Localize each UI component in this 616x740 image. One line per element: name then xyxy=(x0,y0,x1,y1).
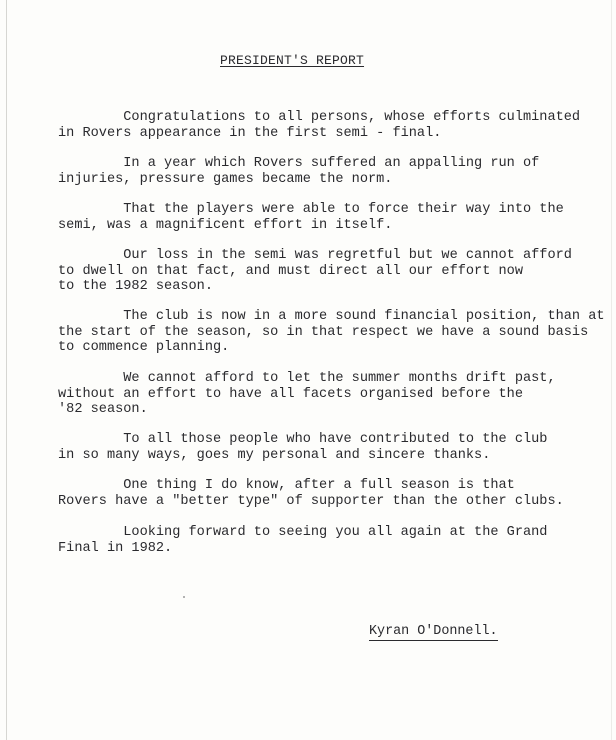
paragraph-injuries: In a year which Rovers suffered an appalling run of injuries, pressure games became the norm. xyxy=(58,156,540,187)
paragraph-thanks: To all those people who have contributed to the club in so many ways, goes my personal and sincere thanks. xyxy=(58,432,548,463)
paragraph-summer-months: We cannot afford to let the summer months drift past, without an effort to have all facets organised before the '82 season. xyxy=(58,371,556,418)
paper-speck xyxy=(183,596,185,598)
page-edge-left xyxy=(6,0,7,740)
paragraph-players-effort: That the players were able to force their way into the semi, was a magnificent effort in itself. xyxy=(58,202,564,233)
paragraph-financial-position: The club is now in a more sound financial position, than at the start of the season, so in that respect we have a sound basis to commence planning. xyxy=(58,309,605,356)
paragraph-grand-final: Looking forward to seeing you all again at the Grand Final in 1982. xyxy=(58,525,548,556)
paragraph-semi-loss: Our loss in the semi was regretful but we cannot afford to dwell on that fact, and must direct all our effort now to the 1982 season. xyxy=(58,248,572,295)
report-title: PRESIDENT'S REPORT xyxy=(220,53,365,68)
page-edge-right xyxy=(611,0,612,740)
paragraph-supporters: One thing I do know, after a full season is that Rovers have a "better type" of supporter than the other clubs. xyxy=(58,478,564,509)
signature: Kyran O'Donnell. xyxy=(369,624,498,639)
paragraph-congratulations: Congratulations to all persons, whose efforts culminated in Rovers appearance in the first semi - final. xyxy=(58,110,581,141)
